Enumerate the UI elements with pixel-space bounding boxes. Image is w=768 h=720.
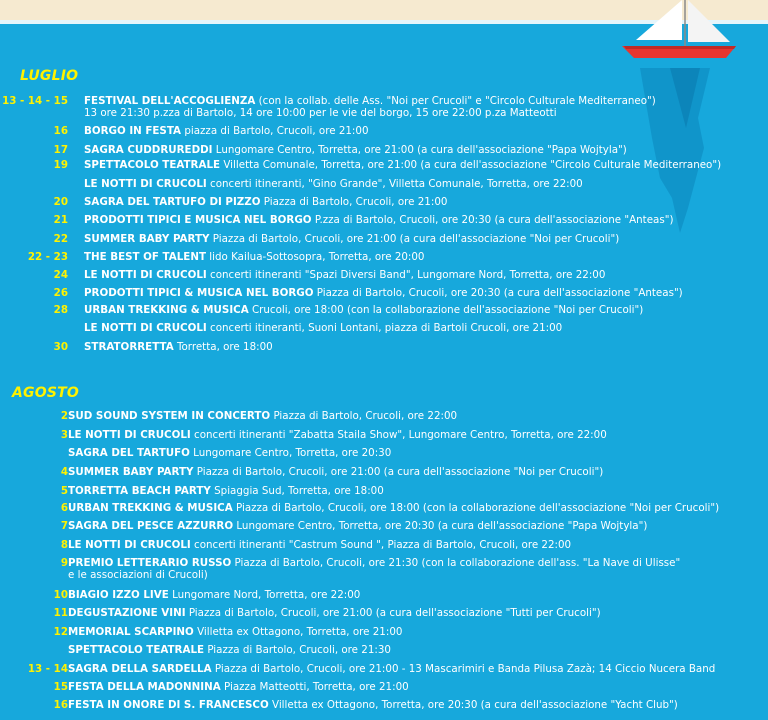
event-date: 12 bbox=[53, 626, 68, 638]
event-detail: Villetta Comunale, Torretta, ore 21:00 (a cura dell'associazione "Circolo Culturale Mediterraneo") bbox=[223, 159, 722, 171]
event-text bbox=[84, 159, 721, 171]
event-detail: Piazza di Bartolo, Crucoli, ore 21:00 (a cura dell'associazione "Noi per Crucoli") bbox=[212, 233, 620, 245]
event-name: SPETTACOLO TEATRALE bbox=[68, 644, 205, 656]
event-name: MEMORIAL SCARPINO bbox=[68, 626, 194, 638]
event-text bbox=[68, 485, 384, 497]
event-name: STRATORRETTA bbox=[84, 341, 174, 353]
event-detail: Spiaggia Sud, Torretta, ore 18:00 bbox=[214, 485, 384, 497]
event-detail: Lungomare Centro, Torretta, ore 20:30 bbox=[193, 447, 392, 459]
event-detail: piazza di Bartolo, Crucoli, ore 21:00 bbox=[184, 125, 369, 137]
section-title-luglio: LUGLIO bbox=[20, 68, 79, 84]
event-name: BIAGIO IZZO LIVE bbox=[68, 589, 169, 601]
event-text bbox=[84, 214, 673, 226]
event-text bbox=[68, 607, 601, 619]
event-name: TORRETTA BEACH PARTY bbox=[68, 485, 211, 497]
event-date: 28 bbox=[53, 304, 68, 316]
event-date: 4 bbox=[60, 466, 68, 478]
section-title-agosto: AGOSTO bbox=[12, 385, 79, 401]
event-detail: (con la collab. delle Ass. "Noi per Crucoli" e "Circolo Culturale Mediterraneo") bbox=[258, 95, 656, 107]
event-name: FESTIVAL DELL'ACCOGLIENZA bbox=[84, 95, 256, 107]
event-detail: Piazza di Bartolo, Crucoli, ore 21:00 - 13 Mascarimiri e Banda Pilusa Zazà; 14 Ciccio Nucera Band bbox=[214, 663, 716, 675]
event-name: BORGO IN FESTA bbox=[84, 125, 182, 137]
event-detail: concerti itineranti "Castrum Sound ", Piazza di Bartolo, Crucoli, ore 22:00 bbox=[194, 539, 572, 551]
event-text bbox=[68, 626, 402, 638]
event-date: 26 bbox=[53, 287, 68, 299]
event-date: 16 bbox=[53, 699, 68, 711]
event-date: 9 bbox=[60, 557, 68, 569]
event-name: PRODOTTI TIPICI E MUSICA NEL BORGO bbox=[84, 214, 312, 226]
event-date: 3 bbox=[60, 429, 68, 441]
event-text bbox=[68, 520, 647, 532]
event-name: SAGRA DEL PESCE AZZURRO bbox=[68, 520, 234, 532]
event-text bbox=[68, 589, 360, 601]
event-detail: P.zza di Bartolo, Crucoli, ore 20:30 (a cura dell'associazione "Anteas") bbox=[314, 214, 674, 226]
event-date: 8 bbox=[60, 539, 68, 551]
event-date: 17 bbox=[53, 144, 68, 156]
event-text bbox=[68, 447, 391, 459]
event-detail: concerti itineranti "Zabatta Staila Show", Lungomare Centro, Torretta, ore 22:00 bbox=[194, 429, 607, 441]
event-text bbox=[68, 681, 409, 693]
event-date: 15 bbox=[53, 681, 68, 693]
event-date: 11 bbox=[53, 607, 68, 619]
event-detail: Villetta ex Ottagono, Torretta, ore 20:30 (a cura dell'associazione "Yacht Club") bbox=[272, 699, 678, 711]
event-date: 10 bbox=[53, 589, 68, 601]
event-text bbox=[68, 663, 715, 675]
event-detail: Piazza di Bartolo, Crucoli, ore 21:30 bbox=[207, 644, 391, 656]
event-name: SPETTACOLO TEATRALE bbox=[84, 159, 221, 171]
event-text bbox=[84, 269, 605, 281]
event-name: URBAN TREKKING & MUSICA bbox=[84, 304, 249, 316]
event-text bbox=[84, 251, 425, 263]
event-text bbox=[84, 196, 447, 208]
event-detail: Lungomare Nord, Torretta, ore 22:00 bbox=[172, 589, 361, 601]
event-detail: Villetta ex Ottagono, Torretta, ore 21:00 bbox=[197, 626, 403, 638]
event-text bbox=[84, 341, 273, 353]
event-detail-continuation: e le associazioni di Crucoli) bbox=[68, 569, 208, 581]
event-text bbox=[68, 466, 603, 478]
event-date: 24 bbox=[53, 269, 68, 281]
event-detail: Lungomare Centro, Torretta, ore 21:00 (a cura dell'associazione "Papa Wojtyla") bbox=[215, 144, 627, 156]
event-name: LE NOTTI DI CRUCOLI bbox=[68, 539, 191, 551]
event-date: 5 bbox=[60, 485, 68, 497]
event-text bbox=[84, 304, 643, 316]
event-date: 30 bbox=[53, 341, 68, 353]
event-name: LE NOTTI DI CRUCOLI bbox=[84, 178, 207, 190]
event-date: 2 bbox=[60, 410, 68, 422]
event-date: 13 - 14 bbox=[27, 663, 68, 675]
event-detail: Piazza di Bartolo, Crucoli, ore 20:30 (a cura dell'associazione "Anteas") bbox=[316, 287, 683, 299]
event-name: THE BEST OF TALENT bbox=[84, 251, 206, 263]
event-name: PREMIO LETTERARIO RUSSO bbox=[68, 557, 232, 569]
event-text bbox=[68, 644, 391, 656]
event-date: 22 bbox=[53, 233, 68, 245]
event-detail: Piazza di Bartolo, Crucoli, ore 18:00 (con la collaborazione dell'associazione "Noi per Crucoli") bbox=[235, 502, 720, 514]
event-date: 22 - 23 bbox=[27, 251, 68, 263]
event-detail: Piazza di Bartolo, Crucoli, ore 21:30 (con la collaborazione dell'ass. "La Nave di Ulisse" bbox=[234, 557, 681, 569]
event-detail: concerti itineranti "Spazi Diversi Band", Lungomare Nord, Torretta, ore 22:00 bbox=[210, 269, 606, 281]
event-name: FESTA IN ONORE DI S. FRANCESCO bbox=[68, 699, 269, 711]
event-detail: Torretta, ore 18:00 bbox=[176, 341, 273, 353]
event-detail: concerti itineranti, "Gino Grande", Villetta Comunale, Torretta, ore 22:00 bbox=[210, 178, 583, 190]
event-text bbox=[84, 287, 683, 299]
event-name: URBAN TREKKING & MUSICA bbox=[68, 502, 233, 514]
event-name: SAGRA DELLA SARDELLA bbox=[68, 663, 212, 675]
event-name: SUD SOUND SYSTEM IN CONCERTO bbox=[68, 410, 271, 422]
event-name: DEGUSTAZIONE VINI bbox=[68, 607, 186, 619]
event-date: 6 bbox=[60, 502, 68, 514]
event-detail-continuation: 13 ore 21:30 p.zza di Bartolo, 14 ore 10:00 per le vie del borgo, 15 ore 22:00 p.za Matteotti bbox=[84, 107, 557, 119]
event-detail: Piazza di Bartolo, Crucoli, ore 21:00 (a cura dell'associazione "Noi per Crucoli") bbox=[196, 466, 604, 478]
event-name: LE NOTTI DI CRUCOLI bbox=[68, 429, 191, 441]
event-detail: Piazza di Bartolo, Crucoli, ore 21:00 (a cura dell'associazione "Tutti per Crucoli") bbox=[188, 607, 601, 619]
event-name: SAGRA DEL TARTUFO bbox=[68, 447, 190, 459]
event-text bbox=[68, 502, 719, 514]
event-text bbox=[68, 557, 680, 569]
event-name: SUMMER BABY PARTY bbox=[68, 466, 194, 478]
event-date: 19 bbox=[53, 159, 68, 171]
event-text bbox=[84, 178, 583, 190]
event-text bbox=[68, 699, 678, 711]
event-text bbox=[84, 144, 627, 156]
event-text bbox=[68, 410, 457, 422]
event-name: FESTA DELLA MADONNINA bbox=[68, 681, 221, 693]
event-detail: Piazza Matteotti, Torretta, ore 21:00 bbox=[223, 681, 409, 693]
event-text bbox=[68, 539, 571, 551]
event-detail: Lungomare Centro, Torretta, ore 20:30 (a cura dell'associazione "Papa Wojtyla") bbox=[236, 520, 648, 532]
event-text bbox=[84, 95, 656, 107]
event-name: PRODOTTI TIPICI & MUSICA NEL BORGO bbox=[84, 287, 314, 299]
event-text bbox=[84, 322, 562, 334]
event-date: 16 bbox=[53, 125, 68, 137]
event-name: SAGRA DEL TARTUFO DI PIZZO bbox=[84, 196, 261, 208]
event-detail: lido Kailua-Sottosopra, Torretta, ore 20:00 bbox=[209, 251, 425, 263]
event-detail: Piazza di Bartolo, Crucoli, ore 22:00 bbox=[273, 410, 458, 422]
event-detail: Piazza di Bartolo, Crucoli, ore 21:00 bbox=[263, 196, 448, 208]
event-text bbox=[84, 125, 369, 137]
event-date: 7 bbox=[60, 520, 68, 532]
sailboat-icon bbox=[612, 0, 752, 80]
event-name: LE NOTTI DI CRUCOLI bbox=[84, 322, 207, 334]
event-date: 21 bbox=[53, 214, 68, 226]
event-text bbox=[84, 233, 619, 245]
event-name: SAGRA CUDDRUREDDI bbox=[84, 144, 213, 156]
event-detail: Crucoli, ore 18:00 (con la collaborazione dell'associazione "Noi per Crucoli") bbox=[251, 304, 644, 316]
event-date: 20 bbox=[53, 196, 68, 208]
event-name: LE NOTTI DI CRUCOLI bbox=[84, 269, 207, 281]
event-name: SUMMER BABY PARTY bbox=[84, 233, 210, 245]
event-date: 13 - 14 - 15 bbox=[2, 95, 68, 107]
event-text bbox=[68, 429, 607, 441]
event-detail: concerti itineranti, Suoni Lontani, piazza di Bartoli Crucoli, ore 21:00 bbox=[210, 322, 563, 334]
